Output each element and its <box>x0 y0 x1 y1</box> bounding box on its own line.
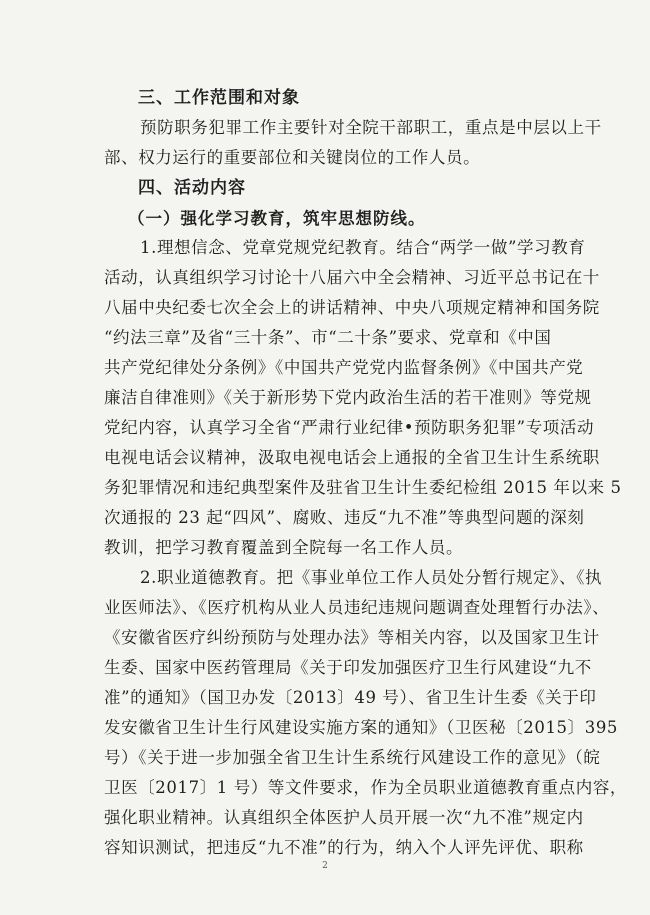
paragraph-line: 活动，认真组织学习讨论十八届六中全会精神、习近平总书记在十 <box>104 268 600 287</box>
paragraph-line: 卫医〔2017〕1 号）等文件要求，作为全员职业道德教育重点内容， <box>104 778 628 797</box>
paragraph-line: 1.理想信念、党章党规党纪教育。结合“两学一做”学习教育 <box>140 238 586 257</box>
section-heading-content: 四、活动内容 <box>138 178 246 198</box>
paragraph-line: 部、权力运行的重要部位和关键岗位的工作人员。 <box>104 148 481 167</box>
paragraph-line: 容知识测试，把违反“九不准”的行为，纳入个人评先评优、职称 <box>104 838 584 857</box>
paragraph-line: 八届中央纪委七次全会上的讲话精神、中央八项规定精神和国务院 <box>104 298 600 317</box>
paragraph-line: 次通报的 23 起“四风”、腐败、违反“九不准”等典型问题的深刻 <box>104 508 585 527</box>
paragraph-line: 准”的通知》（国卫办发〔2013〕49 号）、省卫生计生委《关于印 <box>104 688 597 707</box>
paragraph-line: 2.职业道德教育。把《事业单位工作人员处分暂行规定》、《执 <box>140 568 603 587</box>
paragraph-line: “约法三章”及省“三十条”、市“二十条”要求、党章和《中国 <box>104 328 552 347</box>
paragraph-line: 共产党纪律处分条例》《中国共产党党内监督条例》《中国共产党 <box>104 358 584 377</box>
paragraph-line: 廉洁自律准则》《关于新形势下党内政治生活的若干准则》等党规 <box>104 388 592 407</box>
paragraph-line: 电视电话会议精神，汲取电视电话会上通报的全省卫生计生系统职 <box>104 448 600 467</box>
paragraph-line: 预防职务犯罪工作主要针对全院干部职工，重点是中层以上干 <box>140 118 602 137</box>
paragraph-line: 强化职业精神。认真组织全体医护人员开展一次“九不准”规定内 <box>104 808 584 827</box>
paragraph-line: 教训，把学习教育覆盖到全院每一名工作人员。 <box>104 538 464 557</box>
page-number: 2 <box>322 861 328 871</box>
paragraph-line: 号）《关于进一步加强全省卫生计生系统行风建设工作的意见》（皖 <box>104 748 601 767</box>
paragraph-line: 发安徽省卫生计生行风建设实施方案的通知》（卫医秘〔2015〕395 <box>104 718 619 737</box>
paragraph-line: 务犯罪情况和违纪典型案件及驻省卫生计生委纪检组 2015 年以来 5 <box>104 478 622 497</box>
subsection-heading: （一）强化学习教育，筑牢思想防线。 <box>128 209 426 228</box>
paragraph-line: 生委、国家中医药管理局《关于印发加强医疗卫生行风建设“九不 <box>104 658 592 677</box>
paragraph-line: 业医师法》、《医疗机构从业人员违纪违规问题调查处理暂行办法》、 <box>104 598 610 617</box>
section-heading-scope: 三、工作范围和对象 <box>138 88 300 108</box>
paragraph-line: 《安徽省医疗纠纷预防与处理办法》等相关内容，以及国家卫生计 <box>104 628 600 647</box>
paragraph-line: 党纪内容，认真学习全省“严肃行业纪律•预防职务犯罪”专项活动 <box>104 418 595 437</box>
